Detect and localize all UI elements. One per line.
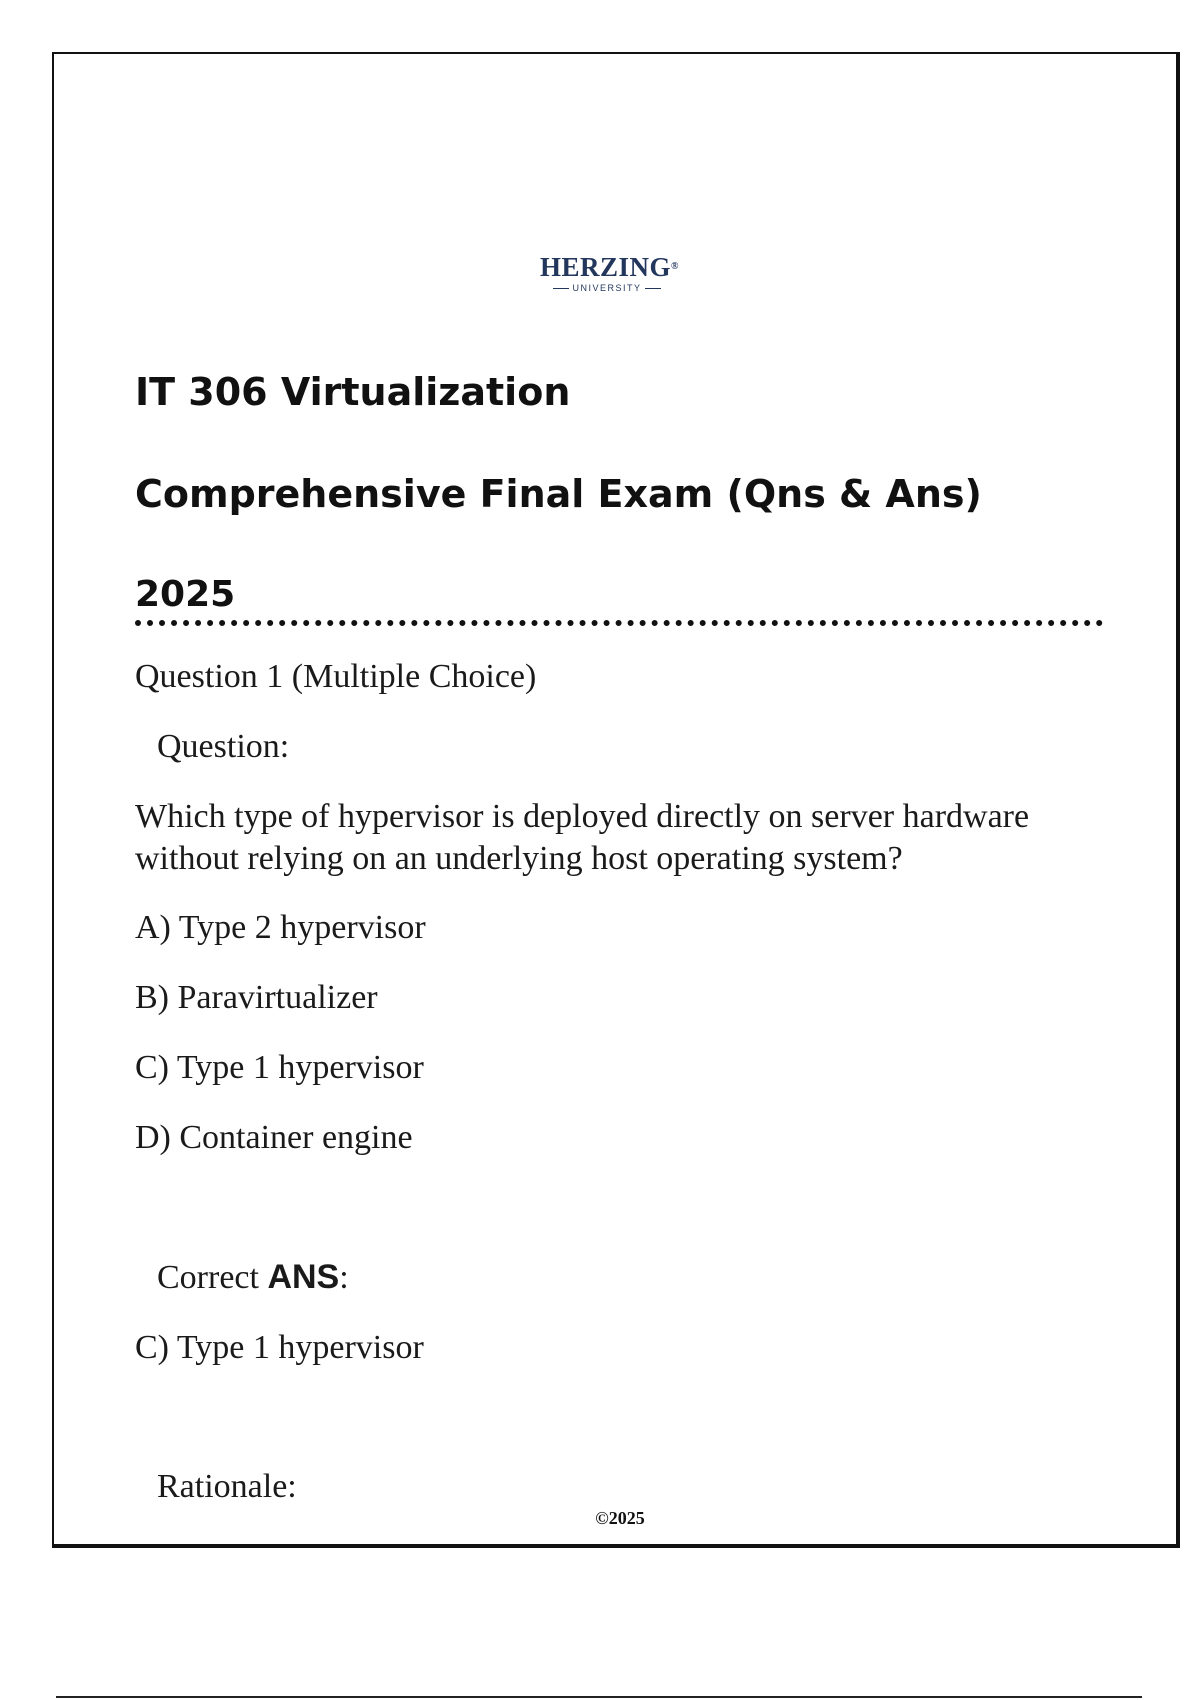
- question-stem: Which type of hypervisor is deployed directly on server hardware without relying on an underlying host operating system?: [135, 798, 1030, 877]
- page-bottom-rule: [56, 1696, 1142, 1698]
- rationale-label: Rationale:: [157, 1468, 297, 1505]
- logo-subtitle: UNIVERSITY: [572, 283, 642, 293]
- herzing-university-logo: [540, 252, 680, 314]
- dotted-divider: [135, 620, 1103, 626]
- logo-rule-right: [645, 288, 661, 289]
- course-title: IT 306 Virtualization: [135, 370, 571, 414]
- logo-rule-left: [553, 288, 569, 289]
- logo-registered-mark: ®: [671, 261, 680, 272]
- option-d: D) Container engine: [135, 1119, 413, 1156]
- option-c: C) Type 1 hypervisor: [135, 1049, 424, 1086]
- option-a: A) Type 2 hypervisor: [135, 909, 426, 946]
- answer-word: ANS: [267, 1258, 340, 1296]
- question-label: Question:: [157, 728, 290, 765]
- logo-name: HERZING: [540, 252, 672, 282]
- option-b: B) Paravirtualizer: [135, 979, 378, 1016]
- copyright: ©2025: [595, 1508, 645, 1528]
- exam-year: 2025: [135, 574, 236, 615]
- correct-answer-label: [157, 1256, 349, 1299]
- answer-suffix: :: [339, 1259, 349, 1296]
- answer-prefix: Correct: [157, 1259, 268, 1296]
- exam-title: Comprehensive Final Exam (Qns & Ans): [135, 472, 982, 516]
- question-title: Question 1 (Multiple Choice): [135, 658, 537, 695]
- correct-answer: C) Type 1 hypervisor: [135, 1329, 424, 1366]
